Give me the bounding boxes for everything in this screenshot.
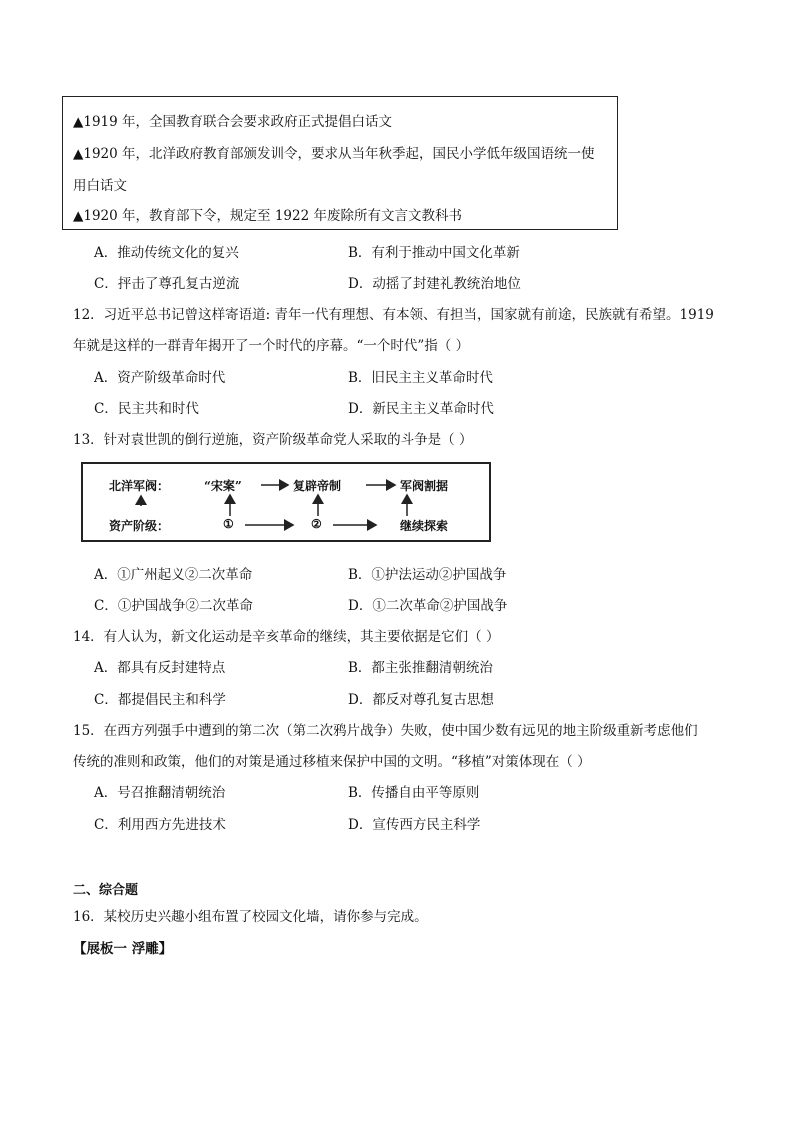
- q13-stem: 13．针对袁世凯的倒行逆施，资产阶级革命党人采取的斗争是（ ）: [73, 432, 473, 448]
- q12-stem: 12．习近平总书记曾这样寄语道: 青年一代有理想、有本领、有担当，国家就有前途，民族就有希望。1919: [73, 307, 714, 323]
- q13-option-a: A．①广州起义②二次革命: [94, 567, 253, 583]
- material-line: 用白话文: [73, 178, 127, 194]
- material-line: ▲1919 年，全国教育联合会要求政府正式提倡白话文: [73, 114, 393, 130]
- material-box: [62, 96, 618, 230]
- q14-option-c: C．都提倡民主和科学: [94, 692, 226, 708]
- diagram-row1-label: 北洋军阀：: [109, 479, 170, 493]
- q11-option-c: C．抨击了尊孔复古逆流: [94, 276, 240, 292]
- diagram-node-restoration: 复辟帝制: [293, 479, 342, 493]
- section-heading: 二、综合题: [73, 883, 139, 898]
- q12-stem-cont: 年就是这样的一群青年揭开了一个时代的序幕。“一个时代”指（ ）: [73, 338, 470, 354]
- q12-option-c: C．民主共和时代: [94, 401, 199, 417]
- q15-stem-cont: 传统的准则和政策，他们的对策是通过移植来保护中国的文明。“移植”对策体现在（ ）: [73, 754, 591, 770]
- diagram-node-song-case: “宋案”: [204, 479, 242, 493]
- q16-stem: 16．某校历史兴趣小组布置了校园文化墙，请你参与完成。: [73, 909, 428, 925]
- q14-stem: 14．有人认为，新文化运动是辛亥革命的继续，其主要依据是它们（ ）: [73, 629, 500, 645]
- q14-option-a: A．都具有反封建特点: [94, 660, 226, 676]
- q13-diagram: [81, 462, 491, 542]
- diagram-node-1: ①: [223, 517, 234, 531]
- q11-option-b: B．有利于推动中国文化革新: [348, 245, 520, 261]
- q15-stem: 15．在西方列强手中遭到的第二次（第二次鸦片战争）失败，使中国少数有远见的地主阶级重新考虑他们: [73, 723, 698, 739]
- q13-option-b: B．①护法运动②护国战争: [348, 567, 507, 583]
- q13-option-c: C．①护国战争②二次革命: [94, 598, 253, 614]
- q12-option-b: B．旧民主主义革命时代: [348, 370, 493, 386]
- q15-option-d: D．宣传西方民主科学: [348, 817, 481, 833]
- q12-option-a: A．资产阶级革命时代: [94, 370, 226, 386]
- material-line: ▲1920 年，北洋政府教育部颁发训令，要求从当年秋季起，国民小学低年级国语统一使: [73, 146, 595, 162]
- diagram-node-explore: 继续探索: [400, 519, 449, 533]
- q14-option-b: B．都主张推翻清朝统治: [348, 660, 493, 676]
- diagram-row2-label: 资产阶级：: [109, 519, 170, 533]
- q11-option-a: A．推动传统文化的复兴: [94, 245, 239, 261]
- material-line: ▲1920 年，教育部下令，规定至 1922 年废除所有文言文教科书: [73, 208, 462, 224]
- q15-option-a: A．号召推翻清朝统治: [94, 785, 226, 801]
- q14-option-d: D．都反对尊孔复古思想: [348, 692, 494, 708]
- diagram-node-warlords: 军阀割据: [400, 479, 449, 493]
- q12-option-d: D．新民主主义革命时代: [348, 401, 494, 417]
- q13-option-d: D．①二次革命②护国战争: [348, 598, 508, 614]
- diagram-node-2: ②: [311, 517, 322, 531]
- q15-option-b: B．传播自由平等原则: [348, 785, 480, 801]
- panel-label: 【展板一 浮雕】: [73, 941, 173, 957]
- q11-option-d: D．动摇了封建礼教统治地位: [348, 276, 521, 292]
- q15-option-c: C．利用西方先进技术: [94, 817, 226, 833]
